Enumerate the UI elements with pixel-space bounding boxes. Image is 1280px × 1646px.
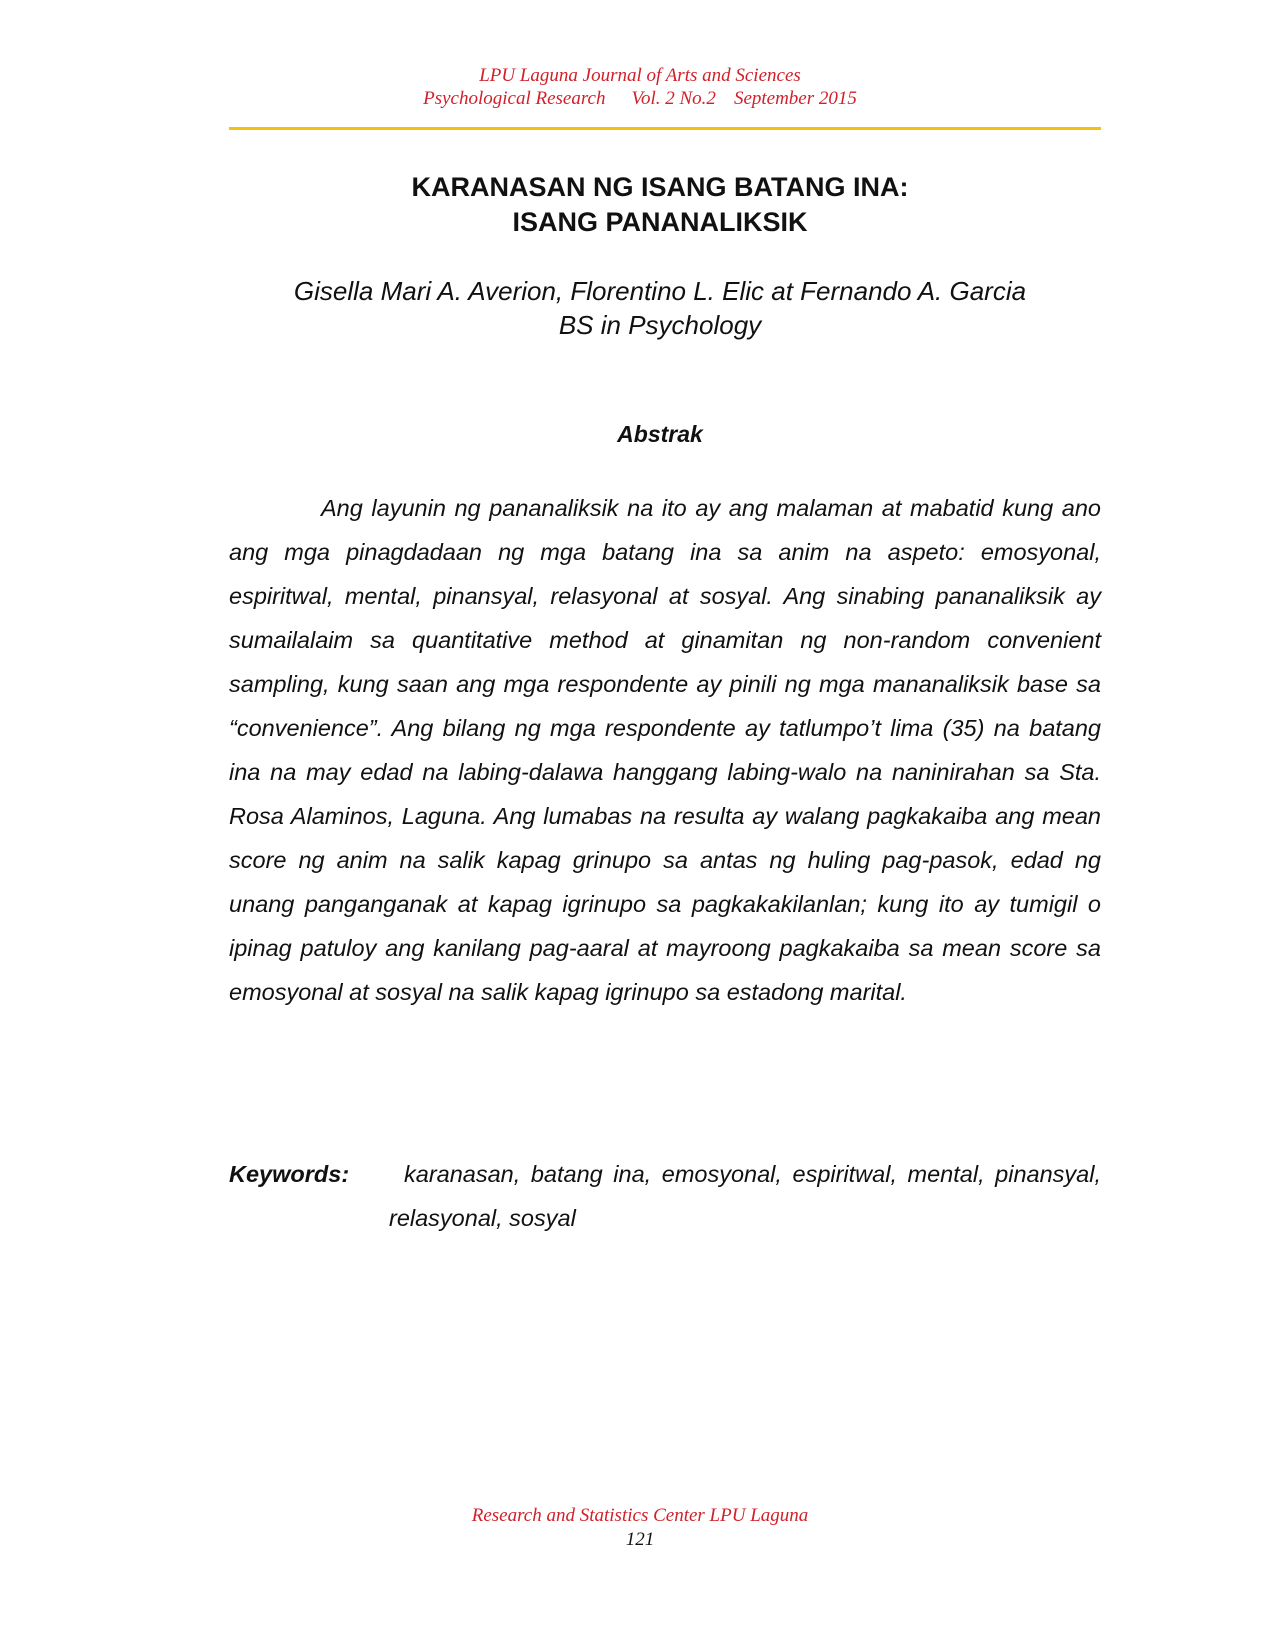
paper-title xyxy=(0,170,1280,240)
issue-line xyxy=(0,87,1280,110)
volume-number: Vol. 2 No.2 xyxy=(631,88,716,109)
abstract-heading: Abstrak xyxy=(617,421,703,447)
page-number: 121 xyxy=(625,1529,655,1550)
keywords-block xyxy=(229,1152,1101,1240)
page-footer xyxy=(0,1504,1280,1552)
author-block xyxy=(0,274,1280,342)
journal-name: LPU Laguna Journal of Arts and Sciences xyxy=(479,65,801,86)
keywords-label: Keywords: xyxy=(229,1161,350,1187)
title-line-2: ISANG PANANALIKSIK xyxy=(512,207,808,237)
issue-date: September 2015 xyxy=(733,88,857,109)
author-program: BS in Psychology xyxy=(558,310,762,340)
section-name: Psychological Research xyxy=(423,88,606,109)
header-divider xyxy=(229,127,1101,130)
title-line-1: KARANASAN NG ISANG BATANG INA: xyxy=(411,172,909,202)
abstract-body: Ang layunin ng pananaliksik na ito ay ang malaman at mabatid kung ano ang mga pinagdadaan ng mga batang ina sa anim na aspeto: emosyonal, espiritwal, mental, pinansyal, relasyonal at sosyal. Ang sinabing pananaliksik ay sumailalaim sa quantitative method at ginamitan ng non-random convenient sampling, kung saan ang mga respondente ay pinili ng mga mananaliksik base sa “convenience”. Ang bilang ng mga respondente ay tatlumpo’t lima (35) na batang ina na may edad na labing-dalawa hanggang labing-walo na naninirahan sa Sta. Rosa Alaminos, Laguna. Ang lumabas na resulta ay walang pagkakaiba ang mean score ng anim na salik kapag grinupo sa antas ng huling pag-pasok, edad ng unang panganganak at kapag igrinupo sa pagkakakilanlan; kung ito ay tumigil o ipinag patuloy ang kanilang pag-aaral at mayroong pagkakaiba sa mean score sa emosyonal at sosyal na salik kapag igrinupo sa estadong marital. xyxy=(229,495,1101,1005)
author-names: Gisella Mari A. Averion, Florentino L. Elic at Fernando A. Garcia xyxy=(293,276,1027,306)
running-header xyxy=(0,64,1280,110)
footer-organization: Research and Statistics Center LPU Laguna xyxy=(471,1505,809,1526)
keywords-list: karanasan, batang ina, emosyonal, espiritwal, mental, pinansyal, relasyonal, sosyal xyxy=(389,1161,1101,1231)
